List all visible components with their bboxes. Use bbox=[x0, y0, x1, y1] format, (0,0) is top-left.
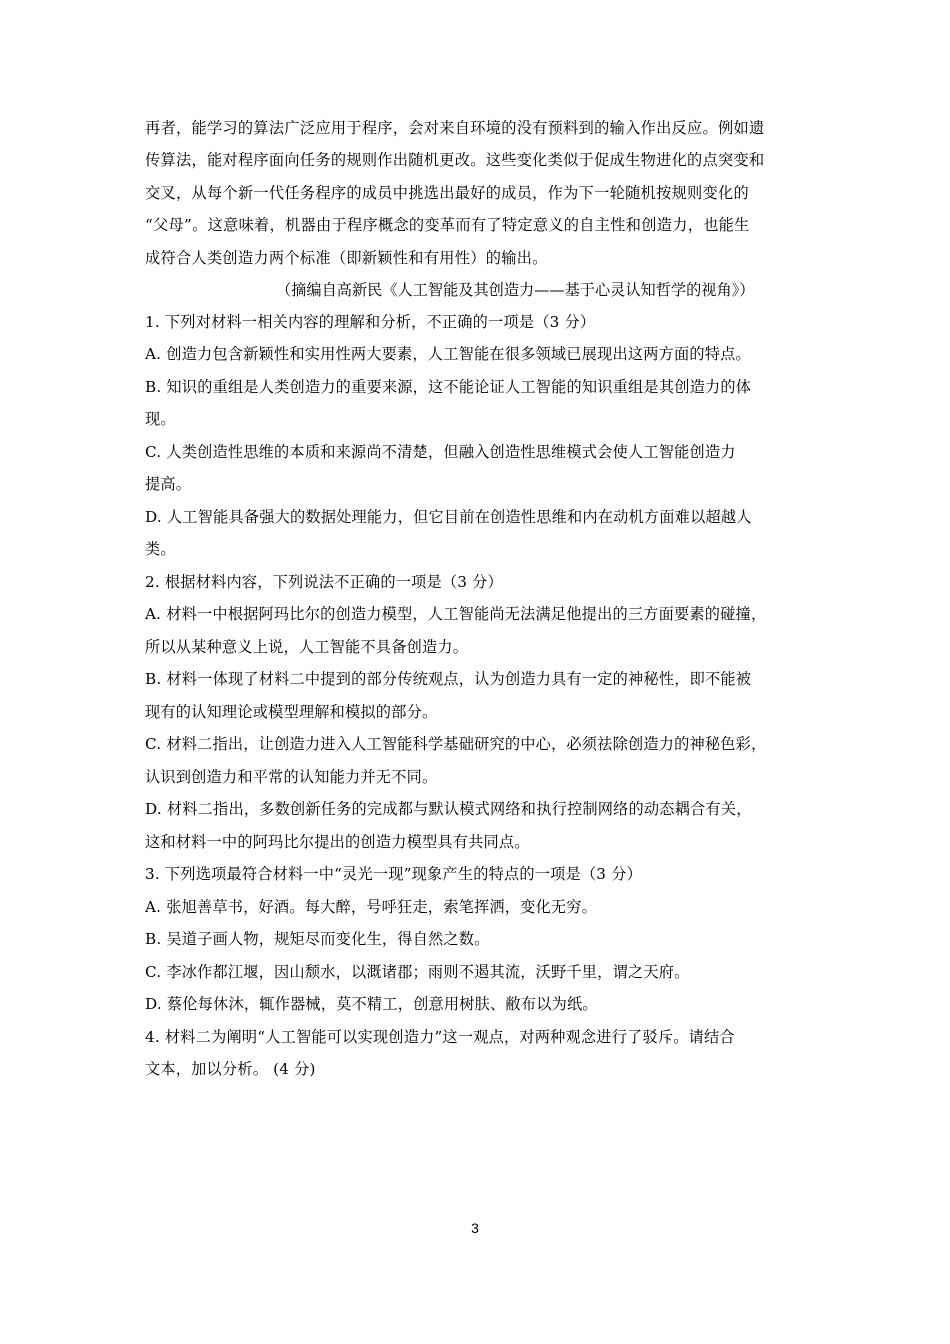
source-citation: （摘编自高新民《人工智能及其创造力——基于心灵认知哲学的视角》） bbox=[276, 280, 755, 299]
option-d-continued: 这和材料一中的阿玛比尔提出的创造力模型具有共同点。 bbox=[145, 832, 530, 851]
option-c-continued: 认识到创造力和平常的认知能力并无不同。 bbox=[145, 767, 438, 786]
option-d: D. 蔡伦每休沐，辄作器械，莫不精工，创意用树肤、敝布以为纸。 bbox=[145, 995, 598, 1014]
option-b-continued: 现有的认知理论或模型理解和模拟的部分。 bbox=[145, 702, 438, 721]
option-b: B. 材料一体现了材料二中提到的部分传统观点，认为创造力具有一定的神秘性，即不能被 bbox=[145, 670, 752, 689]
option-c: C. 材料二指出，让创造力进入人工智能科学基础研究的中心，必须祛除创造力的神秘色彩， bbox=[145, 735, 767, 754]
question-4 bbox=[145, 1021, 810, 1086]
option-a: A. 材料一中根据阿玛比尔的创造力模型，人工智能尚无法满足他提出的三方面要素的碰撞， bbox=[145, 605, 767, 624]
passage-line: 交叉，从每个新一代任务程序的成员中挑选出最好的成员，作为下一轮随机按规则变化的 bbox=[145, 183, 750, 202]
page-number: 3 bbox=[471, 1220, 479, 1236]
passage-line: “父母”。这意味着，机器由于程序概念的变革而有了特定意义的自主性和创造力，也能生 bbox=[145, 216, 750, 235]
question-stem: 2. 根据材料内容，下列说法不正确的一项是（3 分） bbox=[145, 572, 503, 591]
option-b: B. 吴道子画人物，规矩尽而变化生，得自然之数。 bbox=[145, 930, 490, 949]
passage-line: 再者，能学习的算法广泛应用于程序，会对来自环境的没有预料到的输入作出反应。例如遗 bbox=[145, 119, 765, 137]
option-d: D. 人工智能具备强大的数据处理能力，但它目前在创造性思维和内在动机方面难以超越人 bbox=[145, 507, 752, 526]
option-b-continued: 现。 bbox=[145, 410, 176, 429]
option-a: A. 创造力包含新颖性和实用性两大要素，人工智能在很多领域已展现出这两方面的特点。 bbox=[145, 345, 751, 364]
option-c: C. 人类创造性思维的本质和来源尚不清楚，但融入创造性思维模式会使人工智能创造力 bbox=[145, 442, 736, 461]
question-2 bbox=[145, 566, 810, 859]
page-content bbox=[145, 112, 810, 1086]
option-a: A. 张旭善草书，好酒。每大醉，号呼狂走，索笔挥洒，变化无穷。 bbox=[145, 897, 598, 916]
question-stem: 1. 下列对材料一相关内容的理解和分析，不正确的一项是（3 分） bbox=[145, 312, 596, 331]
option-d-continued: 类。 bbox=[145, 540, 176, 559]
option-c: C. 李冰作都江堰，因山颓水，以溉诸郡；雨则不遏其流，沃野千里，谓之天府。 bbox=[145, 962, 690, 981]
passage-paragraph bbox=[145, 112, 810, 274]
passage-line: 传算法，能对程序面向任务的规则作出随机更改。这些变化类似于促成生物进化的点突变和 bbox=[145, 151, 765, 170]
option-d: D. 材料二指出，多数创新任务的完成都与默认模式网络和执行控制网络的动态耦合有关， bbox=[145, 800, 752, 819]
option-a-continued: 所以从某种意义上说，人工智能不具备创造力。 bbox=[145, 637, 469, 656]
question-1 bbox=[145, 306, 810, 566]
passage-line: 成符合人类创造力两个标准（即新颖性和有用性）的输出。 bbox=[145, 248, 548, 267]
option-c-continued: 提高。 bbox=[145, 475, 192, 494]
question-stem-continued: 文本，加以分析。 (4 分) bbox=[145, 1060, 316, 1079]
question-3 bbox=[145, 858, 810, 1021]
question-stem: 3. 下列选项最符合材料一中“灵光一现”现象产生的特点的一项是（3 分） bbox=[145, 865, 642, 884]
question-stem: 4. 材料二为阐明“人工智能可以实现创造力”这一观点，对两种观念进行了驳斥。请结合 bbox=[145, 1027, 735, 1046]
option-b: B. 知识的重组是人类创造力的重要来源，这不能论证人工智能的知识重组是其创造力的体 bbox=[145, 377, 752, 396]
